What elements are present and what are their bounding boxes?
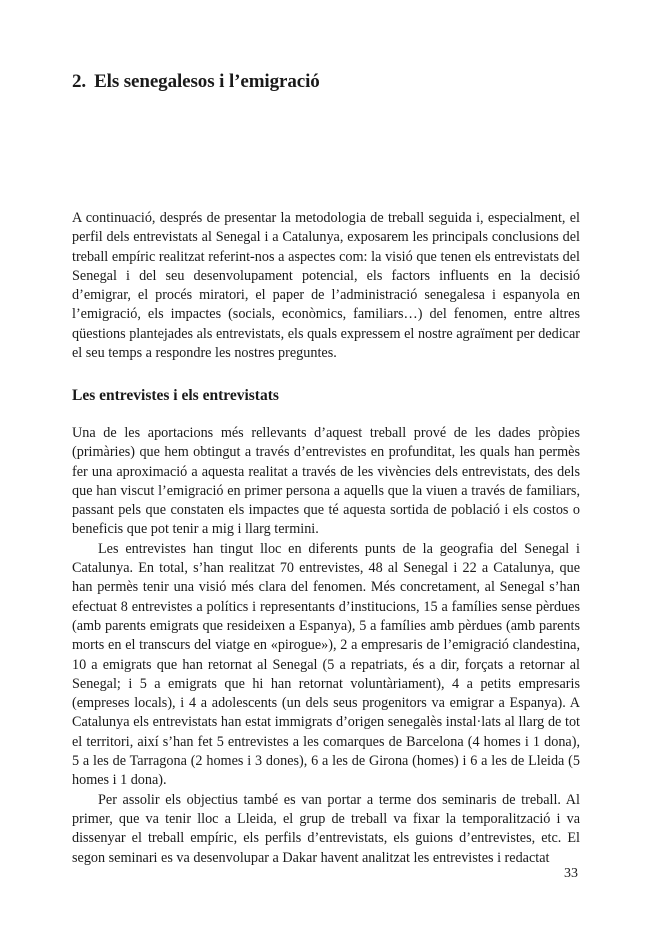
intro-paragraph: A continuació, després de presentar la metodologia de treball seguida i, especialment, el perfil dels entrevistats al Senegal i a Catalunya, exposarem les principals conclusions del treball empíric realitzat referint-nos a aspectes com: la visió que tenen els entrevistats del Senegal i del seu desenvolupament potencial, els factors influents en la decisió d’emigrar, el procés miratori, el paper de l’administració senegalesa i espanyola en l’emigració, els impactes (socials, econòmics, familiars…) del fenomen, entre altres qüestions plantejades als entrevistats, els quals expressem el nostre agraïment per dedicar el seu temps a respondre les nostres preguntes. (72, 210, 580, 362)
page-number: 33 (564, 866, 578, 881)
section-heading: Les entrevistes i els entrevistats (72, 387, 279, 404)
body-paragraph: Per assolir els objectius també es van portar a terme dos seminaris de treball. Al primer, que va tenir lloc a Lleida, el grup de treball va fixar la temporalització i va dissenyar el treball empíric, els perfils d’entrevistats, els guions d’entrevistes, etc. El segon seminari es va desenvolupar a Dakar havent analitzat les entrevistes i redactat (72, 791, 580, 866)
chapter-title (72, 70, 320, 94)
body-paragraph: Una de les aportacions més rellevants d’aquest treball prové de les dades pròpies (primàries) que hem obtingut a través d’entrevistes en profunditat, les quals han permès fer una aproximació a aquesta realitat a través de les vivències dels entrevistats, des dels que han viscut l’emigració en primer persona a aquells que la viuen a través de familiars, passant pels que constaten els impactes que té aquesta sortida de població i els costos o beneficis que pot tenir a mig i llarg termini. (72, 425, 580, 538)
intro-text-block (72, 209, 580, 363)
section-body (72, 424, 580, 868)
body-paragraph: Les entrevistes han tingut lloc en diferents punts de la geografia del Senegal i Catalunya. En total, s’han realitzat 70 entrevistes, 48 al Senegal i 22 a Catalunya, que han permès tenir una visió més clara del fenomen. Més concretament, al Senegal s’han efectuat 8 entrevistes a polítics i representants d’institucions, 15 a famílies sense pèrdues (amb parents emigrats que resideixen a Espanya), 5 a famílies amb pèrdues (amb parents morts en el transcurs del viatge en «pirogue»), 2 a empresaris de l’emigració clandestina, 10 a emigrats que han retornat al Senegal (5 a repatriats, és a dir, forçats a retornar al Senegal; i 5 a emigrats que hi han retornat voluntàriament), 4 a petits empresaris (empreses locals), i 4 a adolescents (un dels seus progenitors va emigrar a Espanya). A Catalunya els entrevistats han estat immigrats d’origen senegalès instal·lats al llarg de tot el territori, així s’han fet 5 entrevistes a les comarques de Barcelona (4 homes i 1 dona), 5 a les de Tarragona (2 homes i 3 dones), 6 a les de Girona (homes) i 6 a les de Lleida (5 homes i 1 dona). (72, 540, 580, 789)
chapter-title-text: Els senegalesos i l’emigració (94, 71, 320, 92)
chapter-number: 2. (72, 71, 87, 92)
